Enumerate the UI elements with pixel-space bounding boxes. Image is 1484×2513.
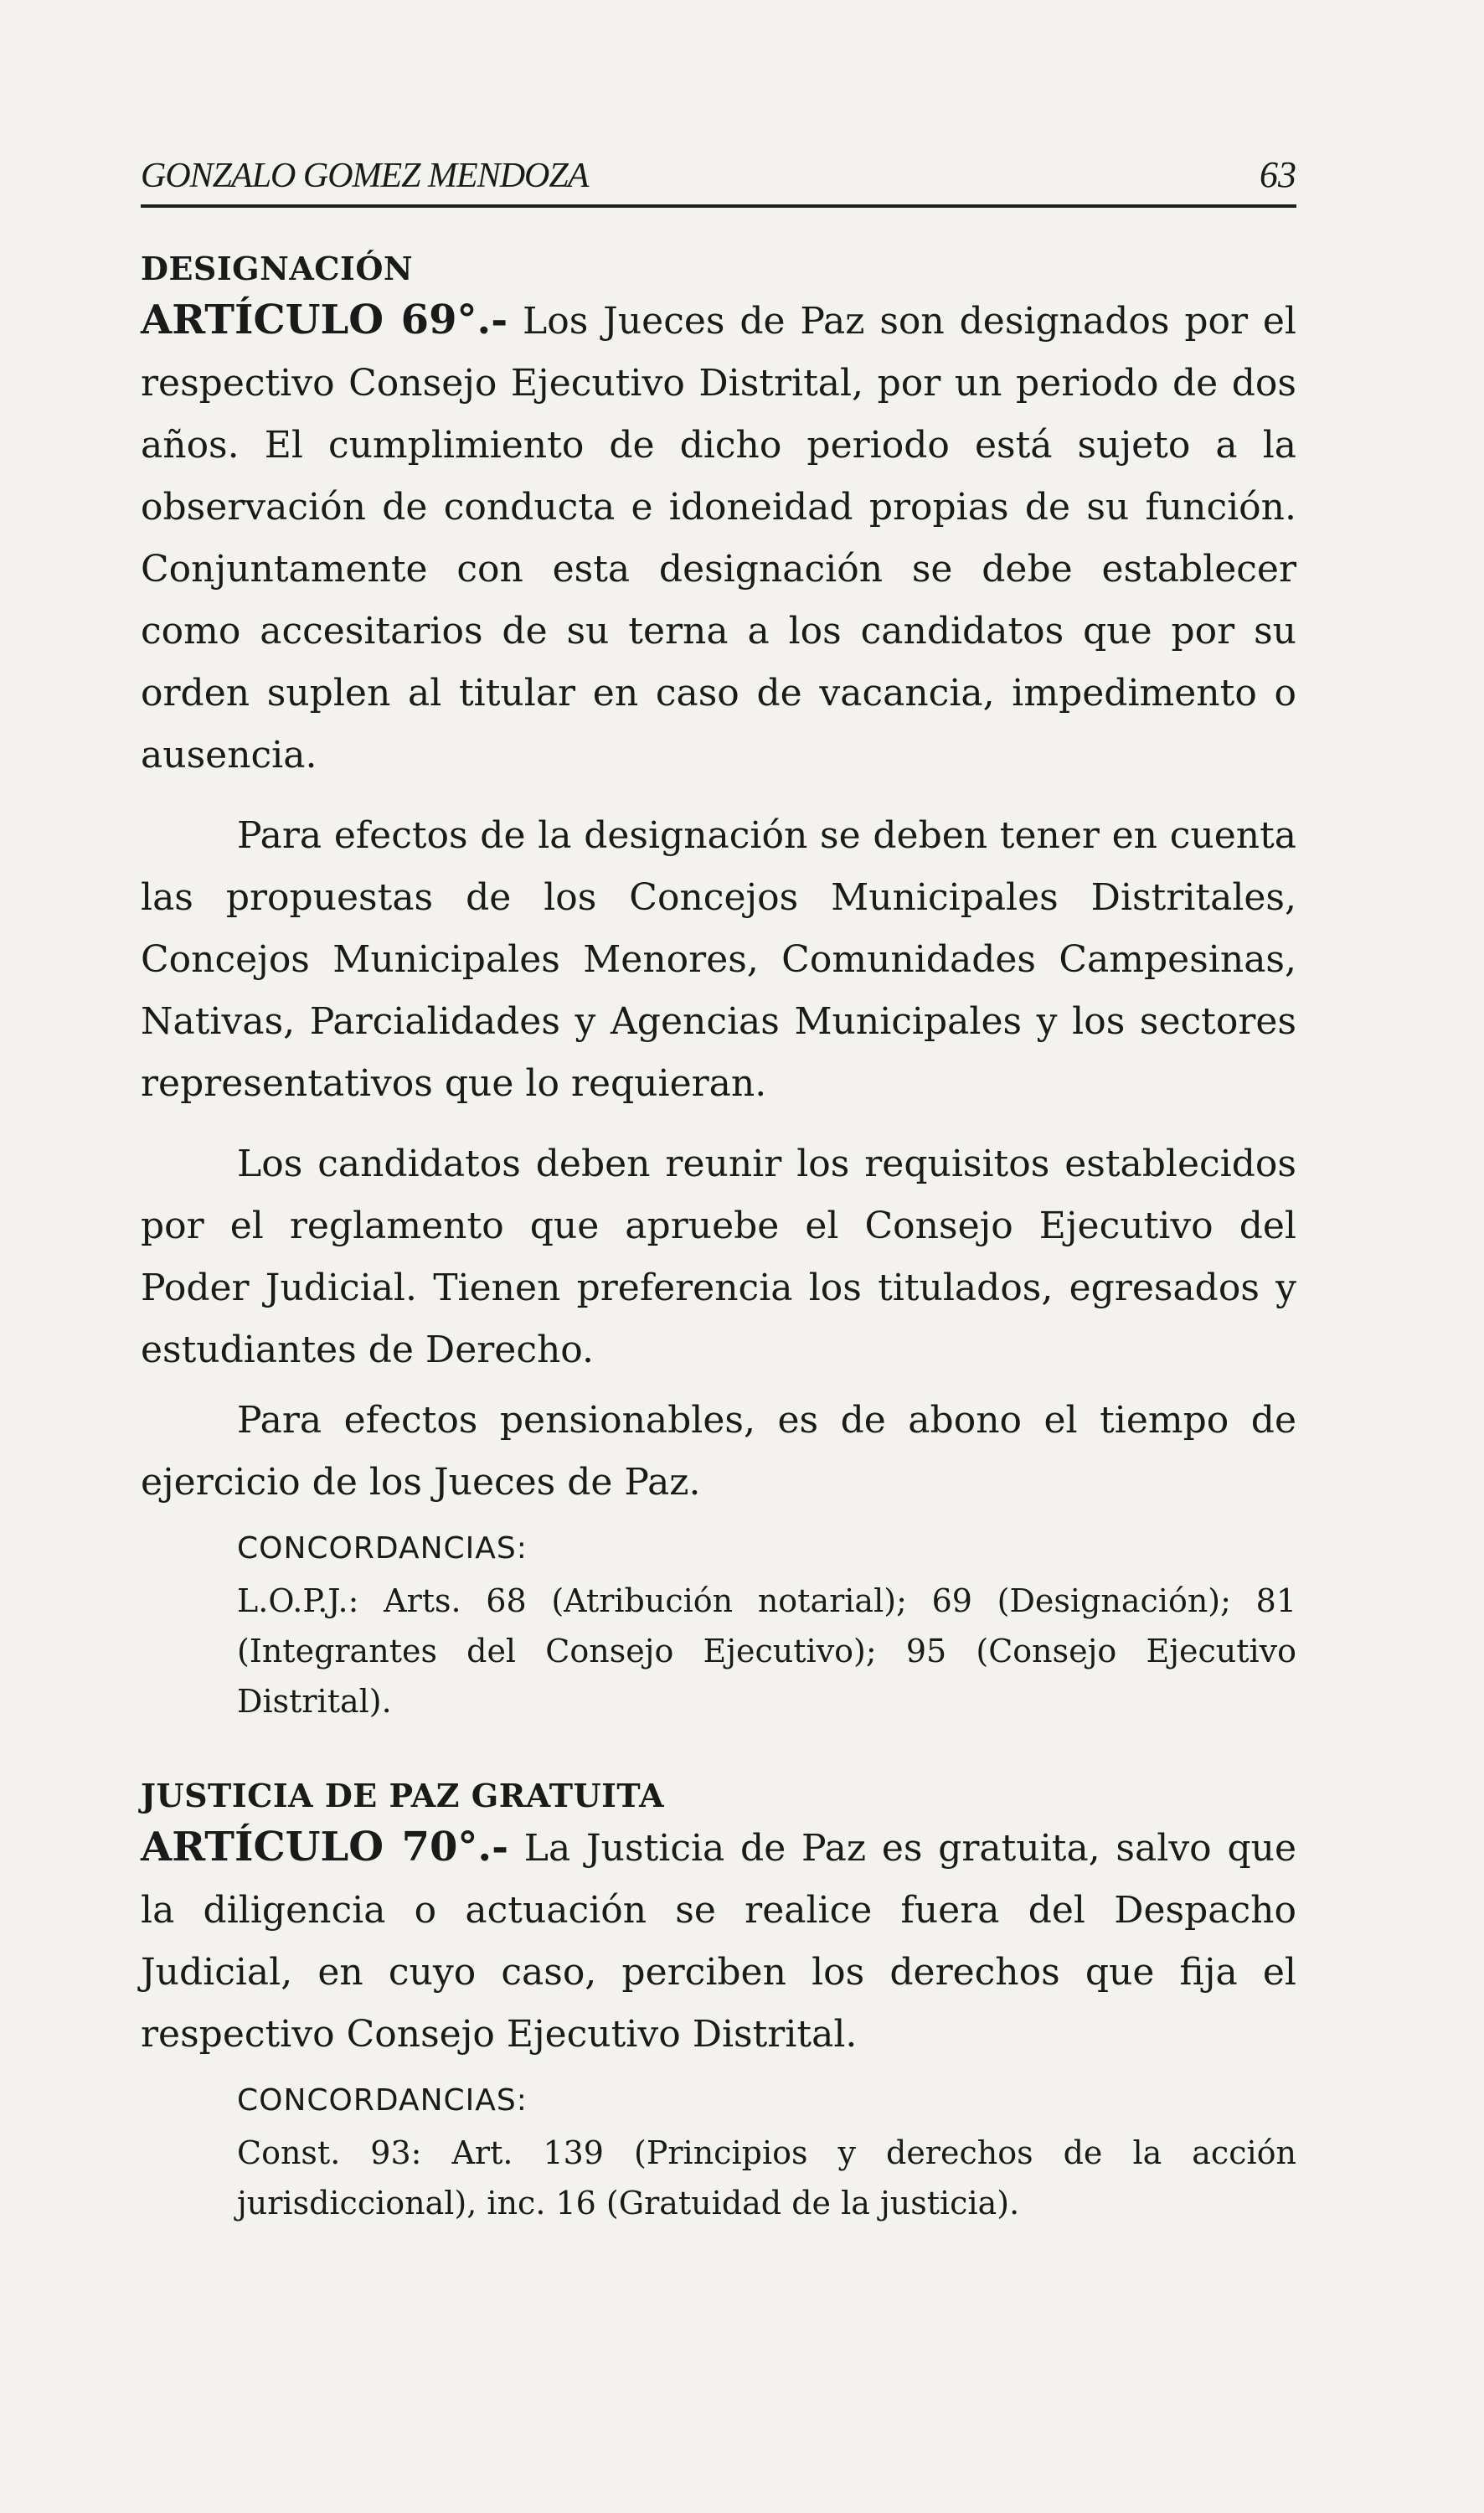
concordancias-title: CONCORDANCIAS:	[237, 1531, 528, 1566]
article-70-text-1: La Justicia de Paz es gratuita, salvo que la diligencia o actuación se realice fuera del Despacho Judicial, en cuyo caso, perciben los derechos que fija el respectivo Consejo Ejecutivo Distrital.	[141, 1827, 1296, 2056]
article-70-label: ARTÍCULO 70°.-	[141, 1824, 509, 1871]
article-69-text-1: Los Jueces de Paz son designados por el respectivo Consejo Ejecutivo Distrital, por un periodo de dos años. El cumplimiento de dicho periodo está sujeto a la observación de conducta e idoneidad propias de su función. Conjuntamente con esta designación se debe establecer como accesitarios de su terna a los candidatos que por su orden suplen al titular en caso de vacancia, impedimento o ausencia.	[141, 300, 1296, 777]
article-70-section	[141, 1777, 1296, 2228]
page-number: 63	[1260, 154, 1296, 195]
concordancias-text: Const. 93: Art. 139 (Principios y derechos de la acción jurisdiccional), inc. 16 (Gratuidad de la justicia).	[237, 2134, 1296, 2221]
concordancias-title: CONCORDANCIAS:	[237, 2083, 528, 2118]
article-69-paragraph-4: Para efectos pensionables, es de abono el tiempo de ejercicio de los Jueces de Paz.	[141, 1399, 1296, 1504]
article-69-heading: DESIGNACIÓN	[141, 250, 414, 287]
article-69-paragraph-2: Para efectos de la designación se deben tener en cuenta las propuestas de los Concejos Municipales Distritales, Concejos Municipales Menores, Comunidades Campesinas, Nativas, Parcialidades y Agencias Municipales y los sectores representativos que lo requieran.	[141, 814, 1296, 1105]
running-header	[141, 151, 1296, 208]
article-69-section	[141, 250, 1296, 1726]
article-69-label: ARTÍCULO 69°.-	[141, 297, 508, 343]
article-69-paragraph-1	[141, 289, 1296, 787]
book-page	[141, 151, 1296, 2228]
concordancias-text: L.O.P.J.: Arts. 68 (Atribución notarial); 69 (Designación); 81 (Integrantes del Consejo Ejecutivo); 95 (Consejo Ejecutivo Distrital).	[237, 1582, 1296, 1720]
header-author: GONZALO GOMEZ MENDOZA	[141, 157, 589, 195]
article-70-concordancias	[237, 2074, 1296, 2228]
article-70-paragraph-1	[141, 1816, 1296, 2066]
article-69-paragraph-3: Los candidatos deben reunir los requisitos establecidos por el reglamento que apruebe el Consejo Ejecutivo del Poder Judicial. Tienen preferencia los titulados, egresados y estudiantes de Derecho.	[141, 1143, 1296, 1371]
article-70-heading: JUSTICIA DE PAZ GRATUITA	[141, 1777, 665, 1814]
article-69-concordancias	[237, 1522, 1296, 1726]
